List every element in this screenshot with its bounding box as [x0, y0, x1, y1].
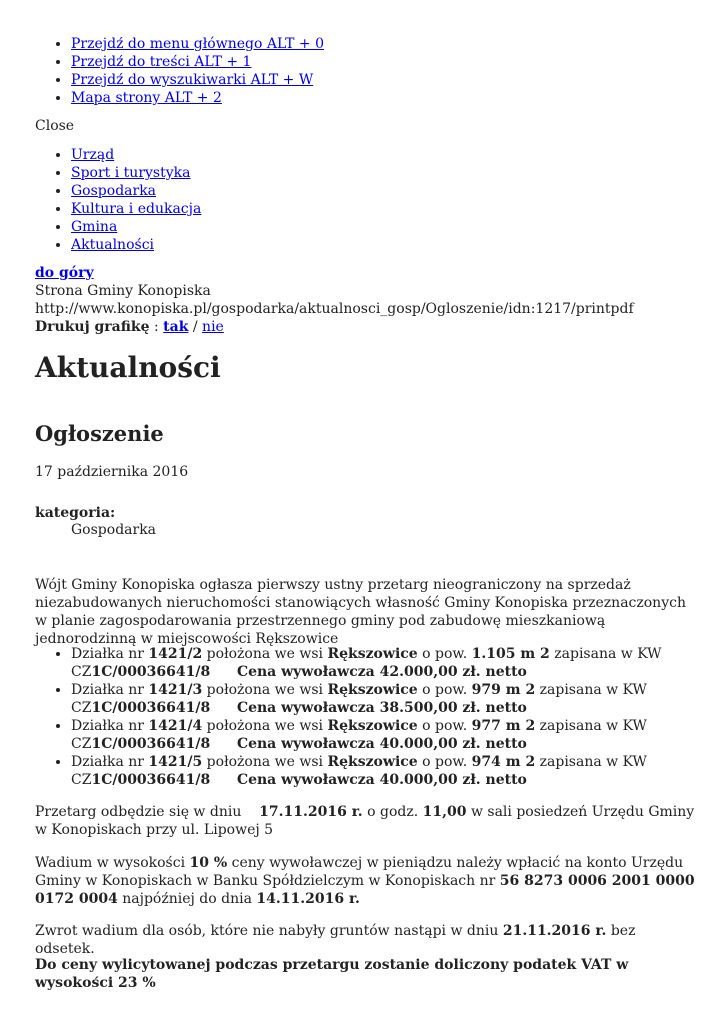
print-graphics-label: Drukuj grafikę [35, 319, 150, 335]
plot-price: Cena wywoławcza 42.000,00 zł. netto [236, 664, 527, 680]
site-name: Strona Gminy Konopiska [35, 283, 211, 299]
menu-item-gospodarka[interactable]: Gospodarka [71, 183, 157, 199]
skip-link-item [71, 53, 324, 71]
plot-item: • Działka nr 1421/3 położona we wsi Rększowice o pow. 979 m 2 zapisana w KW CZ1C/00036641/8 Cena wywoławcza 38.500,00 zł. netto [71, 681, 725, 717]
auction-date: 17.11.2016 r. [259, 804, 363, 820]
plot-number: 1421/2 [148, 646, 203, 662]
skip-to-content-link[interactable]: Przejdź do treści ALT + 1 [71, 54, 252, 70]
plot-village: Rększowice [327, 646, 418, 662]
print-graphics-option [35, 318, 634, 336]
menu-item [71, 146, 201, 164]
menu-item [71, 236, 201, 254]
menu-item-aktualnosci[interactable]: Aktualności [71, 237, 155, 253]
menu-item [71, 200, 201, 218]
article-intro: Wójt Gminy Konopiska ogłasza pierwszy ustny przetarg nieograniczony na sprzedaż niezabudowanych nieruchomości stanowiących własność Gminy Konopiska przeznaczonych w planie zagospodarowania przestrzennego gminy pod zabudowę mieszkaniową jednorodzinną w miejscowości Rększowice [35, 577, 686, 647]
plot-kw-number: 1C/00036641/8 [91, 700, 211, 716]
main-menu [35, 146, 201, 254]
plot-area: 1.105 m 2 [471, 646, 550, 662]
skip-link-item [71, 35, 324, 53]
deposit-deadline: 14.11.2016 r. [256, 891, 360, 907]
menu-item [71, 182, 201, 200]
deposit-percent: 10 % [189, 855, 228, 871]
category-label: kategoria: [35, 505, 116, 521]
print-separator: : [149, 319, 164, 335]
page-url: http://www.konopiska.pl/gospodarka/aktualnosci_gosp/Ogloszenie/idn:1217/printpdf [35, 301, 634, 317]
plot-price: Cena wywoławcza 38.500,00 zł. netto [236, 700, 527, 716]
plot-village: Rększowice [327, 754, 418, 770]
skip-to-search-link[interactable]: Przejdź do wyszukiwarki ALT + W [71, 72, 314, 88]
plot-price: Cena wywoławcza 40.000,00 zł. netto [236, 772, 527, 788]
plot-village: Rększowice [327, 718, 418, 734]
deposit-paragraph: Wadium w wysokości 10 % ceny wywoławczej w pieniądzu należy wpłacić na konto Urzędu Gminy w Konopiskach w Banku Spółdzielczym w Konopiskach nr 56 8273 0006 2001 0000 0172 0004 najpóźniej do dnia 14.11.2016 r. [35, 855, 695, 907]
plot-number: 1421/5 [148, 754, 203, 770]
article-date: 17 października 2016 [35, 464, 189, 480]
menu-item [71, 218, 201, 236]
vat-paragraph: Do ceny wylicytowanej podczas przetargu zostanie doliczony podatek VAT w wysokości 23 % [35, 957, 629, 991]
category-value: Gospodarka [71, 522, 157, 538]
plot-area: 974 m 2 [471, 754, 536, 770]
article-title: Ogłoszenie [35, 421, 164, 446]
skip-links [35, 35, 324, 107]
plot-item: • Działka nr 1421/5 położona we wsi Rększowice o pow. 974 m 2 zapisana w KW CZ1C/00036641/8 Cena wywoławcza 40.000,00 zł. netto [71, 753, 725, 789]
print-no-link[interactable]: nie [202, 319, 224, 335]
skip-to-menu-link[interactable]: Przejdź do menu głównego ALT + 0 [71, 36, 324, 52]
menu-item [71, 164, 201, 182]
plot-kw-number: 1C/00036641/8 [91, 772, 211, 788]
plot-number: 1421/4 [148, 718, 203, 734]
plot-number: 1421/3 [148, 682, 203, 698]
menu-item-kultura[interactable]: Kultura i edukacja [71, 201, 202, 217]
sitemap-link[interactable]: Mapa strony ALT + 2 [71, 90, 222, 106]
menu-item-gmina[interactable]: Gmina [71, 219, 118, 235]
print-slash: / [188, 319, 203, 335]
plot-kw-number: 1C/00036641/8 [91, 736, 211, 752]
back-to-top-link[interactable]: do góry [35, 265, 94, 281]
plot-area: 979 m 2 [471, 682, 536, 698]
auction-time-paragraph: Przetarg odbędzie się w dniu 17.11.2016 r. o godz. 11,00 w sali posiedzeń Urzędu Gminy w Konopiskach przy ul. Lipowej 5 [35, 804, 695, 838]
plot-area: 977 m 2 [471, 718, 536, 734]
menu-item-sport[interactable]: Sport i turystyka [71, 165, 191, 181]
plot-village: Rększowice [327, 682, 418, 698]
plot-item: • Działka nr 1421/2 położona we wsi Rększowice o pow. 1.105 m 2 zapisana w KW CZ1C/00036641/8 Cena wywoławcza 42.000,00 zł. netto [71, 645, 725, 681]
auction-hour: 11,00 [422, 804, 467, 820]
plot-price: Cena wywoławcza 40.000,00 zł. netto [236, 736, 527, 752]
print-meta [35, 264, 634, 336]
menu-item-urzad[interactable]: Urząd [71, 147, 115, 163]
skip-link-item [71, 89, 324, 107]
page-title: Aktualności [35, 351, 221, 384]
print-yes-link[interactable]: tak [163, 319, 189, 335]
skip-link-item [71, 71, 324, 89]
refund-date: 21.11.2016 r. [502, 923, 607, 939]
plot-item: • Działka nr 1421/4 położona we wsi Rększowice o pow. 977 m 2 zapisana w KW CZ1C/00036641/8 Cena wywoławcza 40.000,00 zł. netto [71, 717, 725, 753]
plot-list [35, 645, 725, 789]
bank-account-number: 56 8273 0006 2001 0000 0172 0004 [35, 873, 695, 907]
plot-kw-number: 1C/00036641/8 [91, 664, 211, 680]
refund-paragraph: Zwrot wadium dla osób, które nie nabyły gruntów nastąpi w dniu 21.11.2016 r. bez odsetek. [35, 923, 636, 957]
close-button[interactable]: Close [35, 118, 75, 134]
